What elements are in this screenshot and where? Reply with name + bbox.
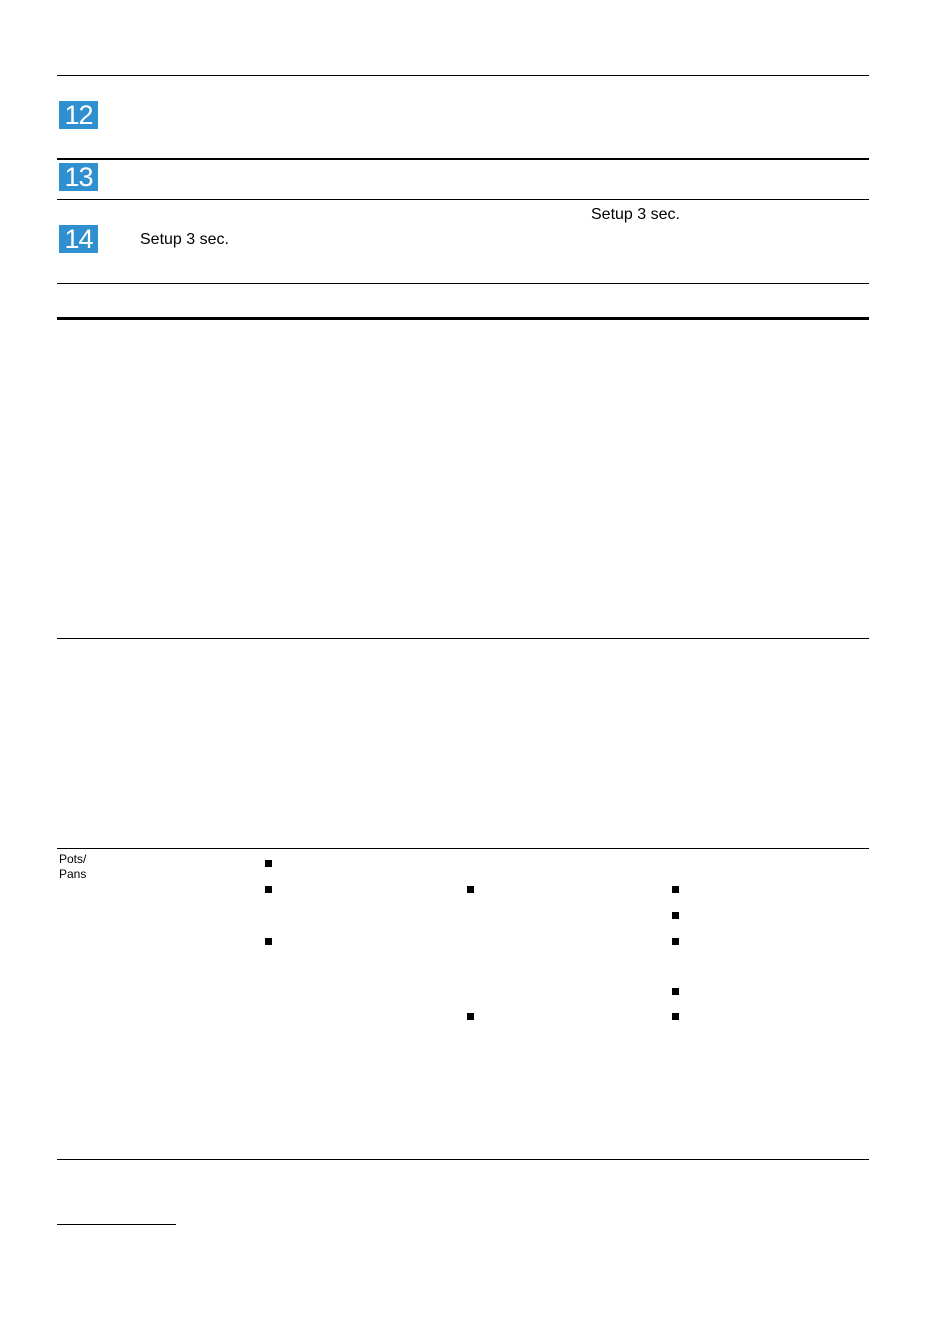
bullet-marker [672,1013,679,1020]
step-badge-14: 14 [59,225,98,253]
bullet-marker [265,886,272,893]
bullet-marker [265,860,272,867]
bullet-marker [467,886,474,893]
section-divider [57,317,869,320]
table-bottom-divider [57,1159,869,1160]
bullet-marker [672,886,679,893]
step-divider [57,158,869,160]
row-label-pots: Pots/ [59,852,87,866]
bullet-marker [672,938,679,945]
step-badge-12: 12 [59,101,98,129]
table-divider [57,638,869,639]
table-divider [57,848,869,849]
step-divider [57,283,869,284]
setup-label-right: Setup 3 sec. [591,206,680,223]
step-badge-13: 13 [59,163,98,191]
top-divider [57,75,869,76]
bullet-marker [467,1013,474,1020]
bullet-marker [672,988,679,995]
bullet-marker [265,938,272,945]
setup-label-left: Setup 3 sec. [140,231,229,248]
bullet-marker [672,912,679,919]
row-label-pans: Pans [59,867,87,881]
step-divider [57,199,869,200]
footnote-rule [57,1224,176,1225]
